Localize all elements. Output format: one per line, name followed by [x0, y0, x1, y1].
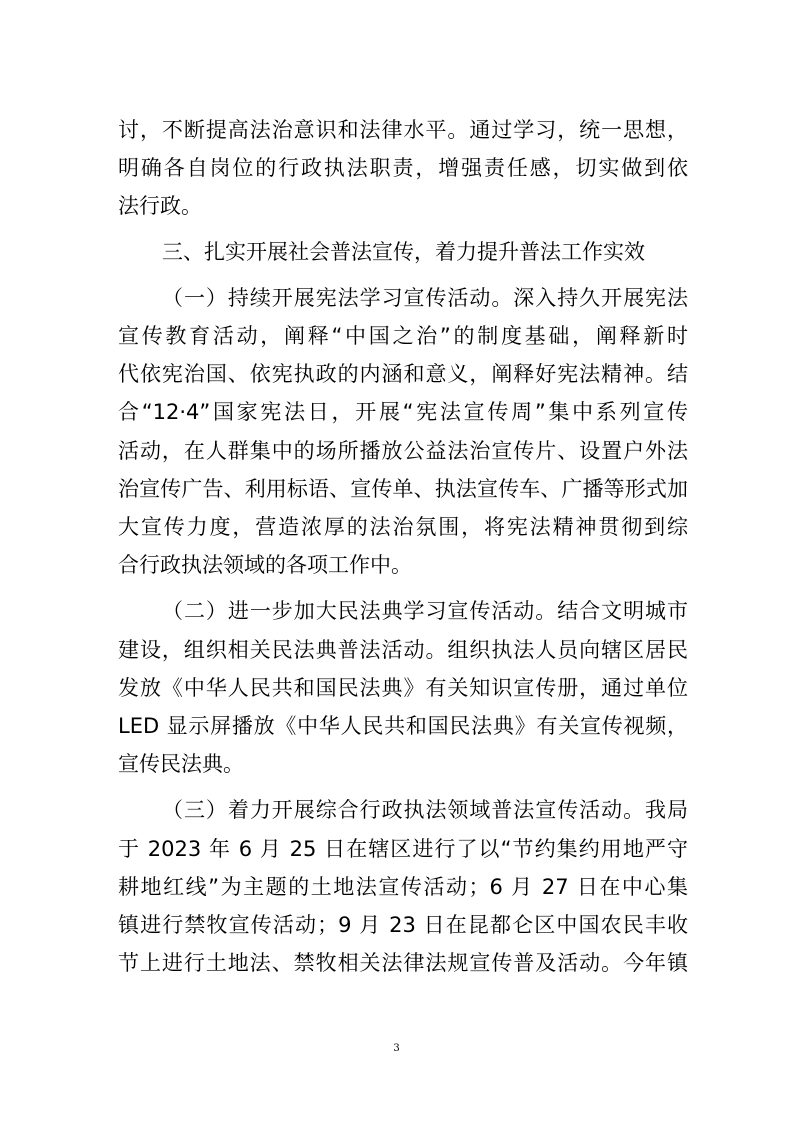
- body-text-line: LED 显示屏播放《中华人民共和国民法典》有关宣传视频，: [118, 714, 688, 738]
- body-text-line: 代依宪治国、依宪执政的内涵和意义，阐释好宪法精神。结: [118, 362, 688, 386]
- body-text-line: 治宣传广告、利用标语、宣传单、执法宣传车、广播等形式加: [118, 477, 688, 501]
- body-text-line: （三）着力开展综合行政执法领域普法宣传活动。我局: [162, 798, 688, 822]
- body-text-line: 活动，在人群集中的场所播放公益法治宣传片、设置户外法: [118, 439, 688, 463]
- body-text-line: 宣传民法典。: [118, 752, 244, 776]
- body-text-line: 宣传教育活动，阐释“中国之治”的制度基础，阐释新时: [118, 324, 688, 348]
- body-text-line: 镇进行禁牧宣传活动；9 月 23 日在昆都仑区中国农民丰收: [118, 913, 688, 937]
- section-heading: 三、扎实开展社会普法宣传，着力提升普法工作实效: [162, 240, 645, 264]
- body-text-line: （二）进一步加大民法典学习宣传活动。结合文明城市: [162, 599, 688, 623]
- body-text-line: 法行政。: [118, 194, 202, 218]
- body-text-line: 明确各自岗位的行政执法职责，增强责任感，切实做到依: [118, 156, 688, 180]
- body-text-line: 建设，组织相关民法典普法活动。组织执法人员向辖区居民: [118, 638, 688, 662]
- page-number: 3: [393, 1043, 400, 1054]
- body-text-line: 讨，不断提高法治意识和法律水平。通过学习，统一思想，: [118, 118, 688, 142]
- body-text-line: 合行政执法领域的各项工作中。: [118, 553, 412, 577]
- body-text-line: 耕地红线”为主题的土地法宣传活动；6 月 27 日在中心集: [118, 875, 688, 899]
- body-text-line: 合“12·4”国家宪法日，开展“宪法宣传周”集中系列宣传: [118, 400, 688, 424]
- body-text-line: 发放《中华人民共和国民法典》有关知识宣传册，通过单位: [118, 676, 688, 700]
- body-text-line: 节上进行土地法、禁牧相关法律法规宣传普及活动。今年镇: [118, 951, 688, 975]
- body-text-line: （一）持续开展宪法学习宣传活动。深入持久开展宪法: [162, 286, 688, 310]
- body-text-line: 大宣传力度，营造浓厚的法治氛围，将宪法精神贯彻到综: [118, 515, 688, 539]
- body-text-line: 于 2023 年 6 月 25 日在辖区进行了以“节约集约用地严守: [118, 837, 688, 861]
